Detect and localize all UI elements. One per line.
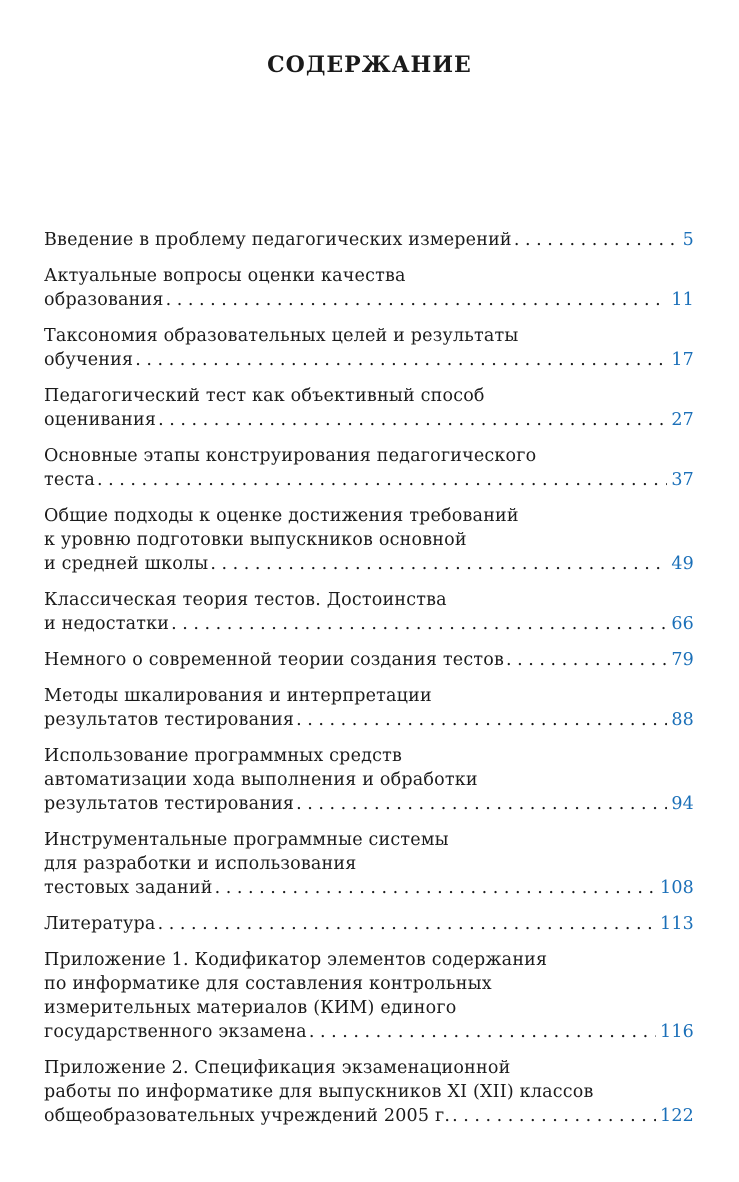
toc-entry-text-line: и средней школы — [44, 554, 209, 574]
toc-entry-text-line: обучения — [44, 350, 134, 370]
toc-entry[interactable] — [44, 588, 694, 636]
toc-entry-last-line — [44, 348, 694, 372]
toc-entry-last-line — [44, 612, 694, 636]
dot-leader — [158, 912, 656, 936]
toc-entry-text-line: и недостатки — [44, 614, 170, 634]
table-of-contents — [44, 228, 694, 1140]
toc-entry-last-line — [44, 468, 694, 492]
dot-leader — [309, 1020, 656, 1044]
toc-entry-last-line — [44, 552, 694, 576]
dot-leader — [158, 408, 667, 432]
page-number[interactable]: 11 — [671, 290, 694, 310]
toc-entry[interactable] — [44, 828, 694, 900]
dot-leader — [296, 708, 667, 732]
toc-entry-last-line — [44, 1020, 694, 1044]
toc-entry-last-line — [44, 288, 694, 312]
toc-entry[interactable] — [44, 684, 694, 732]
toc-entry-text-line: Педагогический тест как объективный способ — [44, 386, 485, 406]
toc-entry-text-line: Общие подходы к оценке достижения требований — [44, 506, 519, 526]
toc-entry-text-line: Классическая теория тестов. Достоинства — [44, 590, 447, 610]
toc-entry-text-line: для разработки и использования — [44, 854, 357, 874]
page-number[interactable]: 122 — [659, 1106, 694, 1126]
toc-entry-text-line: работы по информатике для выпускников XI (XII) классов — [44, 1082, 594, 1102]
toc-entry[interactable] — [44, 744, 694, 816]
toc-entry-text-line: Таксономия образовательных целей и результаты — [44, 326, 519, 346]
toc-entry-text-line: результатов тестирования — [44, 710, 295, 730]
toc-entry-last-line — [44, 708, 694, 732]
page-number[interactable]: 79 — [671, 650, 694, 670]
toc-entry-text-line: Методы шкалирования и интерпретации — [44, 686, 432, 706]
toc-entry[interactable] — [44, 948, 694, 1044]
toc-entry-last-line — [44, 912, 694, 936]
toc-entry-text-line: измерительных материалов (КИМ) единого — [44, 998, 457, 1018]
toc-entry[interactable] — [44, 384, 694, 432]
page-number[interactable]: 113 — [659, 914, 694, 934]
page-number[interactable]: 17 — [671, 350, 694, 370]
toc-entry-text-line: теста — [44, 470, 95, 490]
dot-leader — [215, 876, 656, 900]
toc-entry-text-line: Использование программных средств — [44, 746, 403, 766]
page-number[interactable]: 94 — [671, 794, 694, 814]
toc-entry-text-line: образования — [44, 290, 164, 310]
page-number[interactable]: 66 — [671, 614, 694, 634]
toc-entry-text-line: Инструментальные программные системы — [44, 830, 449, 850]
dot-leader — [166, 288, 668, 312]
toc-entry-text-line: Приложение 2. Спецификация экзаменационной — [44, 1058, 511, 1078]
toc-entry-last-line — [44, 408, 694, 432]
toc-entry-last-line — [44, 876, 694, 900]
toc-entry[interactable] — [44, 228, 694, 252]
dot-leader — [135, 348, 667, 372]
toc-entry-text-line: Введение в проблему педагогических измерений — [44, 230, 512, 250]
toc-entry-text-line: государственного экзамена — [44, 1022, 307, 1042]
toc-entry[interactable] — [44, 648, 694, 672]
toc-entry-text-line: Литература — [44, 914, 156, 934]
toc-entry-text-line: Основные этапы конструирования педагогического — [44, 446, 537, 466]
toc-entry[interactable] — [44, 1056, 694, 1128]
toc-entry-last-line — [44, 648, 694, 672]
toc-entry-text-line: Актуальные вопросы оценки качества — [44, 266, 406, 286]
toc-entry-last-line — [44, 792, 694, 816]
toc-entry-text-line: автоматизации хода выполнения и обработки — [44, 770, 478, 790]
dot-leader — [97, 468, 667, 492]
dot-leader — [452, 1104, 656, 1128]
toc-entry-text-line: Немного о современной теории создания тестов — [44, 650, 504, 670]
page-number[interactable]: 108 — [659, 878, 694, 898]
toc-entry[interactable] — [44, 324, 694, 372]
toc-entry[interactable] — [44, 912, 694, 936]
toc-entry[interactable] — [44, 444, 694, 492]
toc-entry[interactable] — [44, 504, 694, 576]
page-number[interactable]: 88 — [671, 710, 694, 730]
toc-entry-text-line: по информатике для составления контрольных — [44, 974, 492, 994]
toc-entry[interactable] — [44, 264, 694, 312]
toc-entry-text-line: тестовых заданий — [44, 878, 213, 898]
toc-entry-text-line: к уровню подготовки выпускников основной — [44, 530, 467, 550]
page-number[interactable]: 37 — [671, 470, 694, 490]
toc-entry-text-line: результатов тестирования — [44, 794, 295, 814]
dot-leader — [296, 792, 667, 816]
page-title: СОДЕРЖАНИЕ — [267, 52, 472, 78]
dot-leader — [506, 648, 667, 672]
toc-entry-last-line — [44, 228, 694, 252]
dot-leader — [171, 612, 667, 636]
toc-entry-text-line: общеобразовательных учреждений 2005 г. — [44, 1106, 451, 1126]
dot-leader — [210, 552, 667, 576]
page-number[interactable]: 27 — [671, 410, 694, 430]
toc-entry-text-line: Приложение 1. Кодификатор элементов содержания — [44, 950, 548, 970]
toc-entry-last-line — [44, 1104, 694, 1128]
page-number[interactable]: 49 — [671, 554, 694, 574]
dot-leader — [514, 228, 679, 252]
page-number[interactable]: 5 — [682, 230, 694, 250]
toc-entry-text-line: оценивания — [44, 410, 157, 430]
page-number[interactable]: 116 — [659, 1022, 694, 1042]
